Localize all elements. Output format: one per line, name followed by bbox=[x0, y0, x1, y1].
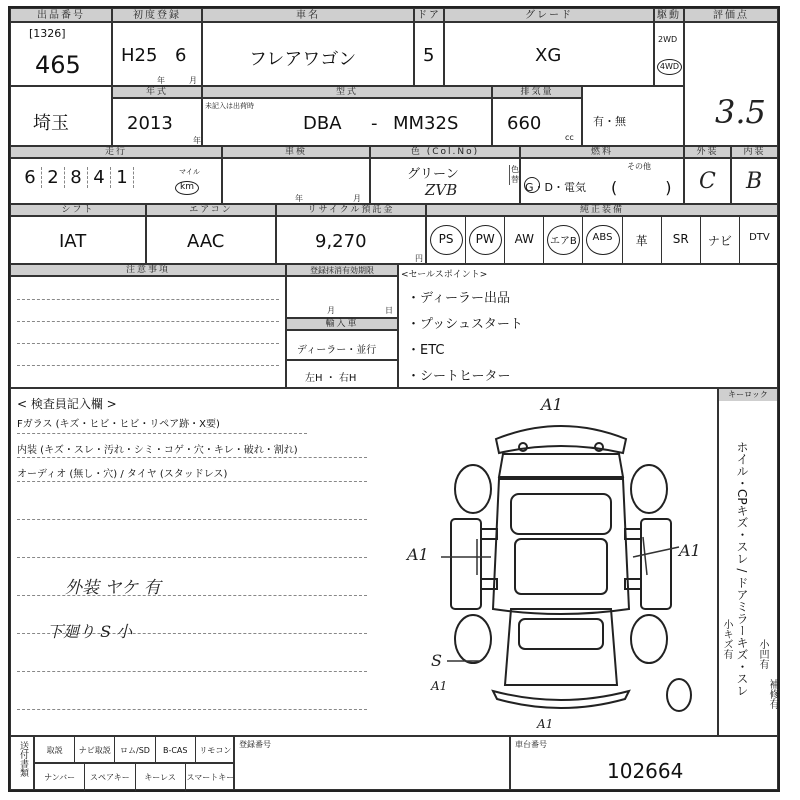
reg-no-cell bbox=[234, 736, 510, 790]
remarks-line bbox=[17, 321, 279, 322]
equipment-item bbox=[505, 217, 544, 265]
mile-label: マイル bbox=[179, 168, 200, 176]
displacement-cell bbox=[492, 98, 582, 146]
grade-cell bbox=[444, 22, 654, 86]
inspector-line bbox=[17, 519, 367, 520]
year: 2013 bbox=[127, 113, 173, 134]
header-lot-no: 出品番号 bbox=[10, 8, 112, 22]
year-unit: 年 bbox=[157, 76, 165, 85]
equipment-label: ABS bbox=[592, 232, 613, 243]
color-change: 色替 bbox=[511, 165, 519, 184]
turbo-cell bbox=[582, 86, 684, 146]
equipment-item bbox=[544, 217, 583, 265]
header-entry: 輸入車 bbox=[286, 318, 398, 330]
first-note: 未記入は出荷時 bbox=[205, 102, 254, 110]
dealer-cell bbox=[286, 330, 398, 360]
year-unit-2: 年 bbox=[193, 136, 201, 145]
header-interior: 内装 bbox=[731, 146, 778, 158]
drive-2wd: 2WD bbox=[658, 35, 678, 44]
year-cell bbox=[112, 98, 202, 146]
chassis-cell bbox=[510, 736, 778, 790]
remarks-cell bbox=[10, 276, 286, 388]
docs-bottom-list bbox=[35, 764, 235, 791]
mileage-digit: 8 bbox=[65, 167, 88, 188]
header-first-reg: 初度登録 bbox=[112, 8, 202, 22]
header-shift: シフト bbox=[10, 204, 146, 216]
cc-unit: cc bbox=[565, 133, 574, 142]
equipment-item bbox=[740, 217, 779, 265]
chassis-number: 102664 bbox=[607, 759, 684, 783]
recycle-cell bbox=[276, 216, 426, 264]
fuel-cell bbox=[520, 158, 684, 204]
mileage-digit: 6 bbox=[19, 167, 42, 188]
equipment-item bbox=[623, 217, 662, 265]
fuel-other: その他 bbox=[627, 162, 651, 171]
equipment-label: SR bbox=[672, 232, 689, 246]
model-name-cell bbox=[202, 22, 414, 86]
aircon-cell bbox=[146, 216, 276, 264]
sales-points-label: <セールスポイント> bbox=[401, 270, 488, 280]
doc-item: キーレス bbox=[136, 764, 186, 791]
header-doors: ドア bbox=[414, 8, 444, 22]
doc-item: スペアキー bbox=[85, 764, 135, 791]
drive-cell bbox=[654, 22, 684, 86]
equipment-label: PS bbox=[438, 232, 454, 246]
mileage-digit: 4 bbox=[88, 167, 111, 188]
aircon: AAC bbox=[187, 231, 225, 252]
remarks-line bbox=[17, 299, 279, 300]
color-cell bbox=[370, 158, 520, 204]
color-name: グリーン bbox=[407, 167, 459, 182]
inspector-line bbox=[17, 709, 367, 710]
docs-top-list bbox=[35, 737, 235, 764]
key-lock-label: キーロック bbox=[719, 389, 777, 401]
equipment-label: DTV bbox=[749, 232, 770, 243]
month-unit: 月 bbox=[189, 76, 197, 85]
equipment-item bbox=[466, 217, 505, 265]
exterior-grade: C bbox=[699, 169, 716, 194]
equipment-item bbox=[427, 217, 466, 265]
equipment-cell bbox=[426, 216, 778, 264]
prefecture-cell bbox=[10, 86, 112, 146]
model-code: MM32S bbox=[393, 113, 459, 134]
prefecture: 埼玉 bbox=[33, 113, 69, 134]
km-circled: km bbox=[175, 181, 199, 195]
side-sub-1: 小キズ有 bbox=[721, 619, 732, 659]
side-sub-2: 小凹有 bbox=[757, 639, 768, 669]
inspector-line-interior: 内装 (キズ・スレ・汚れ・シミ・コゲ・穴・キレ・破れ・割れ) bbox=[17, 445, 298, 456]
drive-4wd-circled: 4WD bbox=[657, 59, 682, 75]
handwritten-note-exterior: 外装 ヤケ 有 bbox=[65, 578, 161, 598]
inspector-line-audio: オーディオ (無し・穴) / タイヤ (スタッドレス) bbox=[17, 469, 228, 480]
inspection-cell bbox=[222, 158, 370, 204]
doc-item: ナビ取説 bbox=[75, 737, 115, 764]
damage-s-mark: S bbox=[431, 651, 442, 670]
sales-point: ・プッシュスタート bbox=[407, 317, 523, 332]
reg-no-label: 登録番号 bbox=[239, 740, 271, 749]
turbo: 有・無 bbox=[593, 115, 626, 128]
equipment-label: エアB bbox=[549, 236, 577, 247]
chassis-label: 車台番号 bbox=[515, 740, 547, 749]
equipment-label: ナビ bbox=[707, 234, 732, 248]
lot-number: 465 bbox=[35, 51, 81, 79]
doc-item: ロム/SD bbox=[115, 737, 155, 764]
color-code: ZVB bbox=[425, 181, 458, 199]
damage-a1-front: A1 bbox=[541, 395, 563, 414]
inspector-line-glass: Fガラス (キズ・ヒビ・ヒビ・リペア跡・X要) bbox=[17, 419, 220, 430]
era-year: H25 bbox=[121, 45, 158, 66]
sales-point: ・シートヒーター bbox=[407, 369, 511, 384]
equipment-label: 革 bbox=[635, 234, 648, 248]
equipment-circle bbox=[586, 225, 619, 255]
remarks-line bbox=[17, 365, 279, 366]
shift: IAT bbox=[59, 231, 87, 252]
mileage-digits bbox=[19, 167, 134, 188]
header-inspection: 車検 bbox=[222, 146, 370, 158]
equipment-label: PW bbox=[475, 232, 495, 246]
equipment-item bbox=[583, 217, 622, 265]
score-cell bbox=[684, 22, 778, 146]
header-mileage: 走行 bbox=[10, 146, 222, 158]
equipment-circle bbox=[430, 225, 463, 255]
inspector-title: < 検査員記入欄 > bbox=[17, 397, 117, 411]
model-name: フレアワゴン bbox=[249, 49, 357, 70]
model-dash: - bbox=[371, 113, 378, 134]
equipment-item bbox=[701, 217, 740, 265]
model-prefix: DBA bbox=[303, 113, 342, 134]
car-diagram bbox=[411, 399, 711, 729]
header-grade: グレード bbox=[444, 8, 654, 22]
damage-a1-left-rear: A1 bbox=[431, 679, 448, 693]
damage-a1-left: A1 bbox=[407, 545, 429, 564]
damage-a1-right: A1 bbox=[679, 541, 701, 560]
header-color: 色 (Col.No) bbox=[370, 146, 520, 158]
deadline-day: 日 bbox=[385, 306, 393, 315]
fuel-gas-circle bbox=[524, 177, 540, 193]
remarks-line bbox=[17, 343, 279, 344]
dealer-type: ディーラー・並行 bbox=[297, 345, 377, 356]
header-score: 評価点 bbox=[684, 8, 778, 22]
doc-item: リモコン bbox=[199, 746, 232, 755]
side-vertical-text: ホイル・CPキズ・スレ / ドアミラーキズ・スレ bbox=[735, 441, 749, 697]
header-exterior: 外装 bbox=[684, 146, 731, 158]
doc-item: 取説 bbox=[35, 737, 75, 764]
shift-cell bbox=[10, 216, 146, 264]
header-model-code: 型式 bbox=[202, 86, 492, 98]
first-reg-cell bbox=[112, 22, 202, 86]
inspector-area bbox=[10, 388, 718, 736]
header-deadline: 登録抹消有効期限 bbox=[286, 264, 398, 276]
docs-label: 送付書類 bbox=[18, 741, 28, 777]
docs-label-cell bbox=[10, 736, 34, 790]
header-drive: 駆動 bbox=[654, 8, 684, 22]
model-code-cell bbox=[202, 98, 492, 146]
inspector-line bbox=[17, 433, 307, 434]
equipment-label: AW bbox=[514, 232, 534, 246]
lot-cell bbox=[10, 22, 112, 86]
interior-cell bbox=[731, 158, 778, 204]
side-column bbox=[718, 388, 778, 736]
sales-points-cell bbox=[398, 264, 778, 388]
inspector-line bbox=[17, 671, 367, 672]
header-aircon: エアコン bbox=[146, 204, 276, 216]
inspection-year: 年 bbox=[295, 194, 303, 203]
score-handwritten: 3.5 bbox=[715, 93, 766, 131]
exterior-cell bbox=[684, 158, 731, 204]
auction-sheet bbox=[8, 6, 780, 792]
inspection-month: 月 bbox=[353, 194, 361, 203]
header-remarks: 注意事項 bbox=[10, 264, 286, 276]
side-sub-3: 補修有 bbox=[767, 679, 778, 709]
sales-point: ・ETC bbox=[407, 343, 445, 358]
doc-item: B-CAS bbox=[156, 737, 196, 764]
fuel-paren: ( ) bbox=[611, 178, 672, 197]
doc-item: スマートキー bbox=[186, 773, 235, 782]
header-displacement: 排気量 bbox=[492, 86, 582, 98]
handle-cell bbox=[286, 360, 398, 388]
equipment-circle bbox=[469, 225, 502, 255]
doc-item: ナンバー bbox=[35, 764, 85, 791]
deadline-month: 月 bbox=[327, 306, 335, 315]
fuel-types: G・D・電気 bbox=[525, 181, 586, 194]
recycle-fee: 9,270 bbox=[315, 231, 367, 252]
header-model-name: 車名 bbox=[202, 8, 414, 22]
damage-a1-rear: A1 bbox=[537, 717, 554, 731]
deadline-cell bbox=[286, 276, 398, 318]
grade: XG bbox=[535, 45, 562, 66]
inspector-line bbox=[17, 457, 367, 458]
doors-cell bbox=[414, 22, 444, 86]
reg-month: 6 bbox=[175, 45, 187, 66]
mileage-digit: 1 bbox=[111, 167, 134, 188]
inspector-line bbox=[17, 481, 367, 482]
displacement: 660 bbox=[507, 113, 542, 134]
handwritten-note-underbody: 下廻り S 小 bbox=[47, 622, 133, 641]
mileage-cell bbox=[10, 158, 222, 204]
header-year: 年式 bbox=[112, 86, 202, 98]
docs-top-row bbox=[34, 736, 234, 763]
equipment-list bbox=[427, 217, 779, 265]
mileage-digit: 2 bbox=[42, 167, 65, 188]
lot-bracket: [1326] bbox=[29, 27, 66, 40]
header-recycle: リサイクル預託金 bbox=[276, 204, 426, 216]
doors: 5 bbox=[423, 45, 435, 66]
yen: 円 bbox=[415, 254, 423, 263]
equipment-circle bbox=[547, 225, 580, 255]
header-fuel: 燃料 bbox=[520, 146, 684, 158]
sales-point: ・ディーラー出品 bbox=[407, 291, 510, 306]
docs-bottom-row bbox=[34, 763, 234, 790]
equipment-item bbox=[662, 217, 701, 265]
interior-grade: B bbox=[746, 169, 763, 194]
handle-side: 左H ・ 右H bbox=[305, 373, 357, 384]
header-equipment: 純正装備 bbox=[426, 204, 778, 216]
inspector-line bbox=[17, 557, 367, 558]
